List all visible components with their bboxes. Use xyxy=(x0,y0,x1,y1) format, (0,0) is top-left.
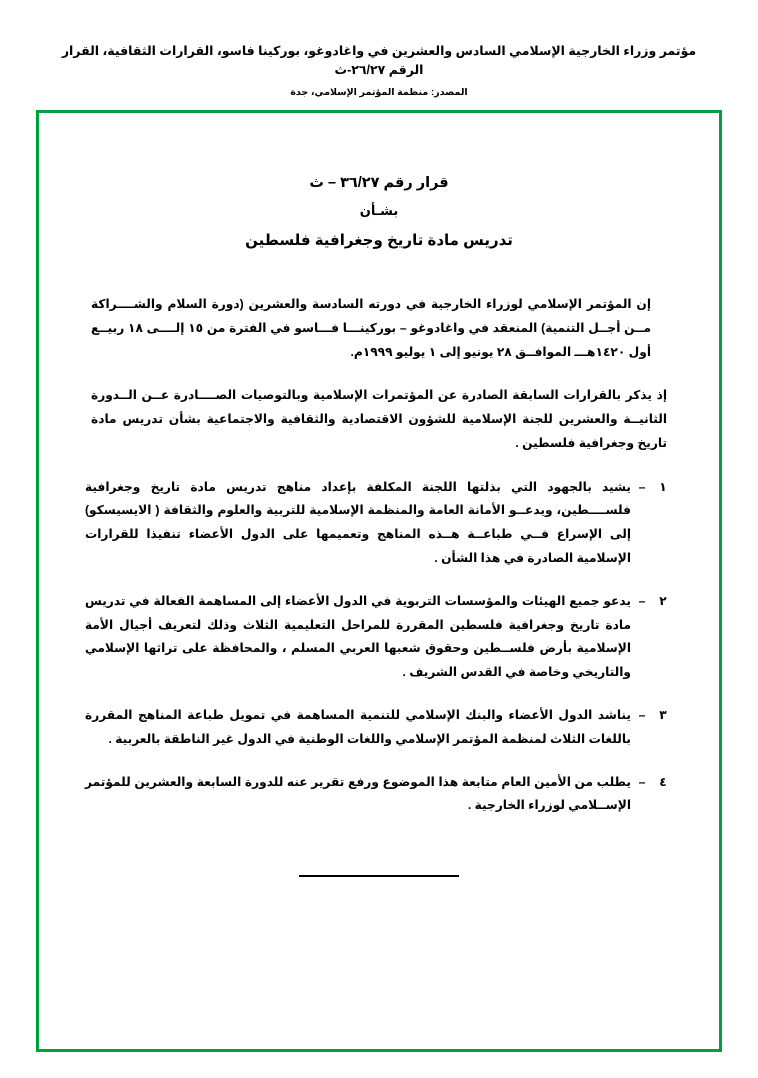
source-line xyxy=(48,87,710,98)
document-body xyxy=(85,293,673,882)
frame-content xyxy=(39,113,719,1049)
resolution-number: قرار رقم ٣٦/٢٧ – ث xyxy=(309,175,449,191)
clause-number: ٢ xyxy=(659,593,667,608)
clause-number: ١ xyxy=(659,479,667,494)
clause-item xyxy=(85,771,673,819)
source-value: منظمة المؤتمر الإسلامي، جدة xyxy=(290,86,429,98)
clause-dash: – xyxy=(638,593,646,608)
source-label: المصدر: xyxy=(430,86,468,98)
clause-list xyxy=(85,476,673,818)
clause-text: يطلب من الأمين العام متابعة هذا الموضوع ورفع تقرير عنه للدورة السابعة والعشرين للمؤتمر الإســلامي لوزراء الخارجية . xyxy=(85,774,631,813)
green-border-frame xyxy=(36,110,722,1052)
closing-rule xyxy=(299,875,459,877)
preamble-paragraph-1: إن المؤتمر الإسلامي لوزراء الخارجية في دورته السادسة والعشرين (دورة السلام والشــــراكة مــن أجــل التنمية) المنعقد في واغادوغو – بوركينـــا فـــاسو في الفترة من ١٥ إلــــى ١٨ ربيــع أول ١٤٢٠هـــ الموافــق ٢٨ يونيو إلى ١ يوليو ١٩٩٩م. xyxy=(91,297,651,359)
clause-number: ٣ xyxy=(659,707,667,722)
clause-item xyxy=(85,476,673,571)
conference-header-line: مؤتمر وزراء الخارجية الإسلامي السادس والعشرين في واغادوغو، بوركينا فاسو، القرارات الثقافية، القرار الرقم ٢٦/٢٧-ث xyxy=(61,44,697,77)
regarding-label: بشـأن xyxy=(359,203,399,218)
preamble-paragraph-2: إذ يذكر بالقرارات السابقة الصادرة عن المؤتمرات الإسلامية وبالتوصيات الصــــادرة عــن الــدورة الثانيــة والعشرين للجنة الإسلامية للشؤون الاقتصادية والثقافية والاجتماعية بشأن تدريس مادة تاريخ وجغرافية فلسطين . xyxy=(91,388,667,450)
clause-dash: – xyxy=(638,479,646,494)
clause-number: ٤ xyxy=(659,774,667,789)
clause-text: يدعو جميع الهيئات والمؤسسات التربوية في الدول الأعضاء إلى المساهمة الفعالة في تدريس مادة تاريخ وجغرافية فلسطين المقررة للمراحل التعليمية الثلاث وذلك لتعريف أجيال الأمة الإسلامية بأرض فلســطين وحقوق شعبها العربي المسلم ، والمحافظة على تراثها الإسلامي والتاريخي وخاصة في القدس الشريف . xyxy=(85,593,631,680)
clause-text: يناشد الدول الأعضاء والبنك الإسلامي للتنمية المساهمة في تمويل طباعة المناهج المقررة باللغات الثلاث لمنظمة المؤتمر الإسلامي واللغات الوطنية في الدول غير الناطقة بالعربية . xyxy=(85,707,631,746)
title-group xyxy=(85,175,673,249)
clause-text: يشيد بالجهود التي بذلتها اللجنة المكلفة بإعداد مناهج تدريس مادة تاريخ وجغرافية فلســــطين، ويدعــو الأمانة العامة والمنظمة الإسلامية للتربية والعلوم والثقافة ( الايسيسكو) إلى الإسراع فــي طباعــة هــذه المناهج وتعميمها على الدول الأعضاء تنفيذا للقرارات الإسلامية الصادرة في هذا الشأن . xyxy=(85,479,631,566)
clause-item xyxy=(85,704,673,752)
closing-rule-wrapper xyxy=(85,864,673,882)
clause-dash: – xyxy=(638,774,646,789)
resolution-subject: تدريس مادة تاريخ وجغرافية فلسطين xyxy=(245,232,513,249)
clause-item xyxy=(85,590,673,685)
page-header xyxy=(0,0,758,98)
clause-dash: – xyxy=(638,707,646,722)
